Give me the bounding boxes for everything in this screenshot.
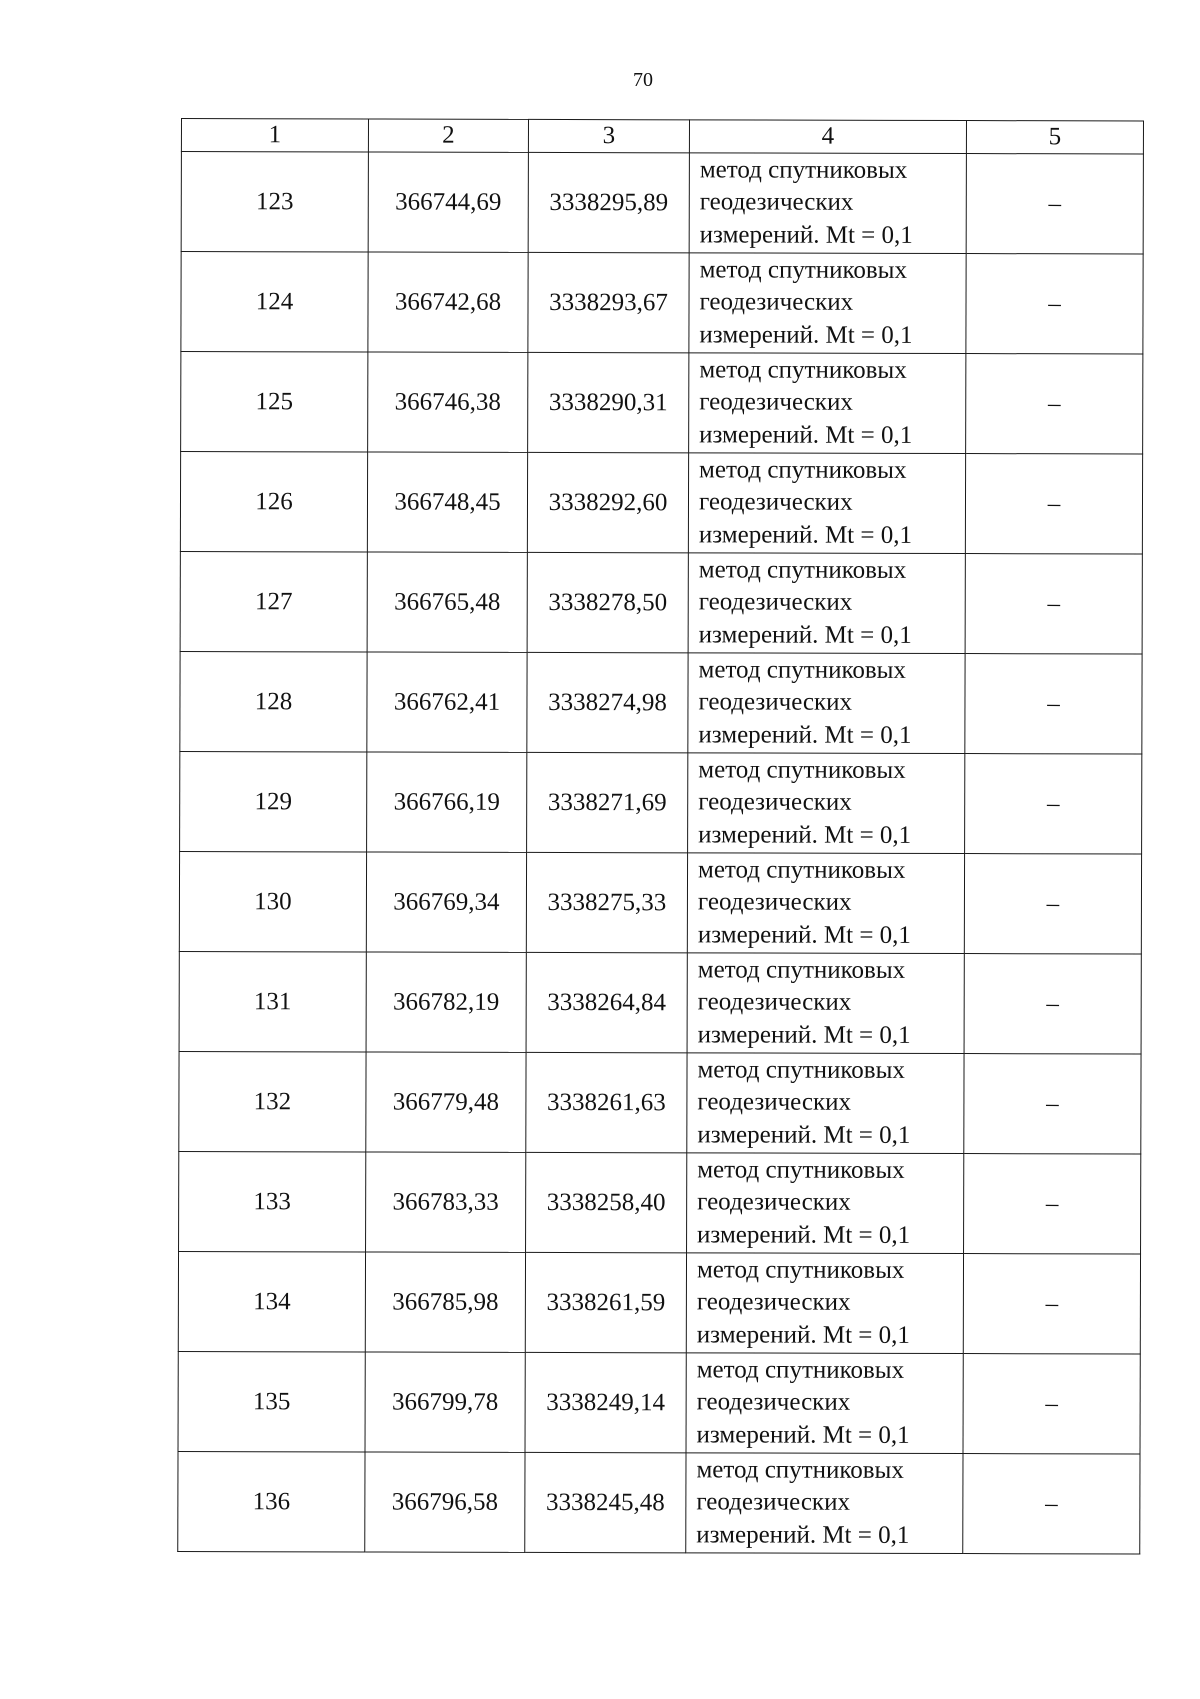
method-line: метод спутниковых [699,156,908,184]
method-cell [688,553,965,654]
method-cell [686,1253,963,1354]
method-line: измерений. Mt = 0,1 [698,521,913,549]
column-header-1: 1 [181,119,368,152]
method-cell [689,253,966,354]
method-line: измерений. Mt = 0,1 [698,821,912,849]
method-line: геодезических [697,988,852,1017]
note-cell: – [963,1454,1140,1554]
y-coordinate-cell: 3338290,31 [528,352,689,452]
table-row [178,1451,1140,1554]
table-row [181,252,1143,355]
method-line: геодезических [698,788,852,817]
note-cell: – [965,454,1142,554]
x-coordinate-cell: 366748,45 [367,452,527,552]
y-coordinate-cell: 3338258,40 [526,1152,687,1252]
method-line: метод спутниковых [699,256,908,284]
method-line: геодезических [698,688,853,717]
note-cell: – [966,354,1143,454]
note-cell: – [966,154,1143,254]
x-coordinate-cell: 366769,34 [366,852,526,952]
note-cell: – [964,854,1141,954]
method-line: метод спутниковых [696,1456,904,1484]
method-line: метод спутниковых [696,1256,905,1284]
y-coordinate-cell: 3338271,69 [527,752,688,852]
note-cell: – [966,254,1143,354]
method-line: измерений. Mt = 0,1 [697,921,911,949]
x-coordinate-cell: 366742,68 [368,252,528,352]
method-line: метод спутниковых [699,356,907,384]
table-body [178,152,1144,1555]
method-line: геодезических [696,1388,851,1417]
point-number-cell: 126 [180,452,367,552]
method-line: измерений. Mt = 0,1 [699,421,913,449]
point-number-cell: 135 [178,1351,365,1451]
y-coordinate-cell: 3338261,59 [525,1252,686,1352]
method-line: измерений. Mt = 0,1 [696,1421,910,1449]
point-number-cell: 133 [179,1151,366,1251]
method-line: метод спутниковых [697,1056,905,1084]
x-coordinate-cell: 366782,19 [366,952,526,1052]
method-line: измерений. Mt = 0,1 [697,1021,911,1049]
method-cell [689,153,966,254]
method-line: метод спутниковых [697,956,906,984]
method-line: измерений. Mt = 0,1 [698,621,912,649]
method-line: метод спутниковых [698,556,907,584]
note-cell: – [963,1354,1140,1454]
point-number-cell: 132 [179,1051,366,1151]
x-coordinate-cell: 366799,78 [365,1352,525,1452]
method-cell [686,1453,963,1554]
method-line: геодезических [698,588,853,617]
method-cell [686,1353,963,1454]
x-coordinate-cell: 366766,19 [367,752,527,852]
method-line: геодезических [697,1188,851,1217]
x-coordinate-cell: 366765,48 [367,552,527,652]
table-row [179,1051,1141,1154]
method-cell [688,653,965,754]
table-header-row [181,119,1143,155]
point-number-cell: 129 [180,751,367,851]
method-cell [689,353,966,454]
point-number-cell: 136 [178,1451,365,1551]
column-header-3: 3 [528,119,689,152]
y-coordinate-cell: 3338261,63 [526,1052,687,1152]
method-cell [687,953,964,1054]
table-row [181,152,1143,255]
method-cell [688,453,965,554]
method-line: геодезических [697,888,852,917]
column-header-4: 4 [689,120,966,154]
table-row [178,1351,1140,1454]
table-row [179,1151,1141,1254]
note-cell: – [964,1154,1141,1254]
point-number-cell: 125 [181,352,368,452]
method-cell [687,1153,964,1254]
method-line: метод спутниковых [698,756,906,784]
coordinates-table [177,118,1144,1555]
point-number-cell: 127 [180,551,367,651]
y-coordinate-cell: 3338275,33 [526,852,687,952]
table-row [179,851,1141,954]
x-coordinate-cell: 366796,58 [365,1452,525,1552]
column-header-2: 2 [368,119,528,152]
method-line: измерений. Mt = 0,1 [698,721,912,749]
note-cell: – [964,1054,1141,1154]
y-coordinate-cell: 3338249,14 [525,1352,686,1452]
method-line: измерений. Mt = 0,1 [696,1521,910,1549]
method-line: геодезических [697,1088,852,1117]
point-number-cell: 123 [181,152,368,252]
point-number-cell: 130 [179,851,366,951]
method-line: геодезических [699,388,853,417]
y-coordinate-cell: 3338293,67 [528,252,689,352]
method-line: геодезических [696,1488,851,1517]
method-line: метод спутниковых [699,456,907,484]
page-number: 70 [633,69,653,91]
method-line: геодезических [696,1288,851,1317]
method-line: измерений. Mt = 0,1 [697,1221,911,1249]
y-coordinate-cell: 3338278,50 [527,552,688,652]
x-coordinate-cell: 366779,48 [366,1052,526,1152]
method-line: геодезических [699,288,854,317]
note-cell: – [965,554,1142,654]
method-line: измерений. Mt = 0,1 [697,1121,911,1149]
x-coordinate-cell: 366783,33 [366,1152,526,1252]
note-cell: – [964,954,1141,1054]
method-line: геодезических [698,488,853,517]
point-number-cell: 124 [181,252,368,352]
table-row [180,452,1142,555]
table-row [179,951,1141,1054]
method-cell [688,753,965,854]
x-coordinate-cell: 366785,98 [365,1252,525,1352]
method-line: метод спутниковых [697,856,906,884]
method-line: метод спутниковых [696,1356,905,1384]
point-number-cell: 134 [178,1251,365,1351]
table-row [180,751,1142,854]
x-coordinate-cell: 366746,38 [368,352,528,452]
x-coordinate-cell: 366744,69 [368,152,528,252]
column-header-5: 5 [966,121,1143,154]
table-row [180,551,1142,654]
y-coordinate-cell: 3338245,48 [525,1452,686,1552]
method-line: метод спутниковых [698,656,906,684]
table-row [181,352,1143,455]
note-cell: – [965,754,1142,854]
note-cell: – [963,1254,1140,1354]
method-line: геодезических [699,188,854,217]
table-row [178,1251,1140,1354]
point-number-cell: 131 [179,951,366,1051]
y-coordinate-cell: 3338292,60 [527,452,688,552]
method-line: измерений. Mt = 0,1 [696,1321,910,1349]
y-coordinate-cell: 3338274,98 [527,652,688,752]
table-row [180,651,1142,754]
note-cell: – [965,654,1142,754]
method-cell [687,853,964,954]
x-coordinate-cell: 366762,41 [367,652,527,752]
y-coordinate-cell: 3338264,84 [526,952,687,1052]
y-coordinate-cell: 3338295,89 [528,152,689,252]
point-number-cell: 128 [180,651,367,751]
method-line: измерений. Mt = 0,1 [699,221,913,249]
method-line: измерений. Mt = 0,1 [699,321,913,349]
method-cell [687,1053,964,1154]
method-line: метод спутниковых [697,1156,905,1184]
